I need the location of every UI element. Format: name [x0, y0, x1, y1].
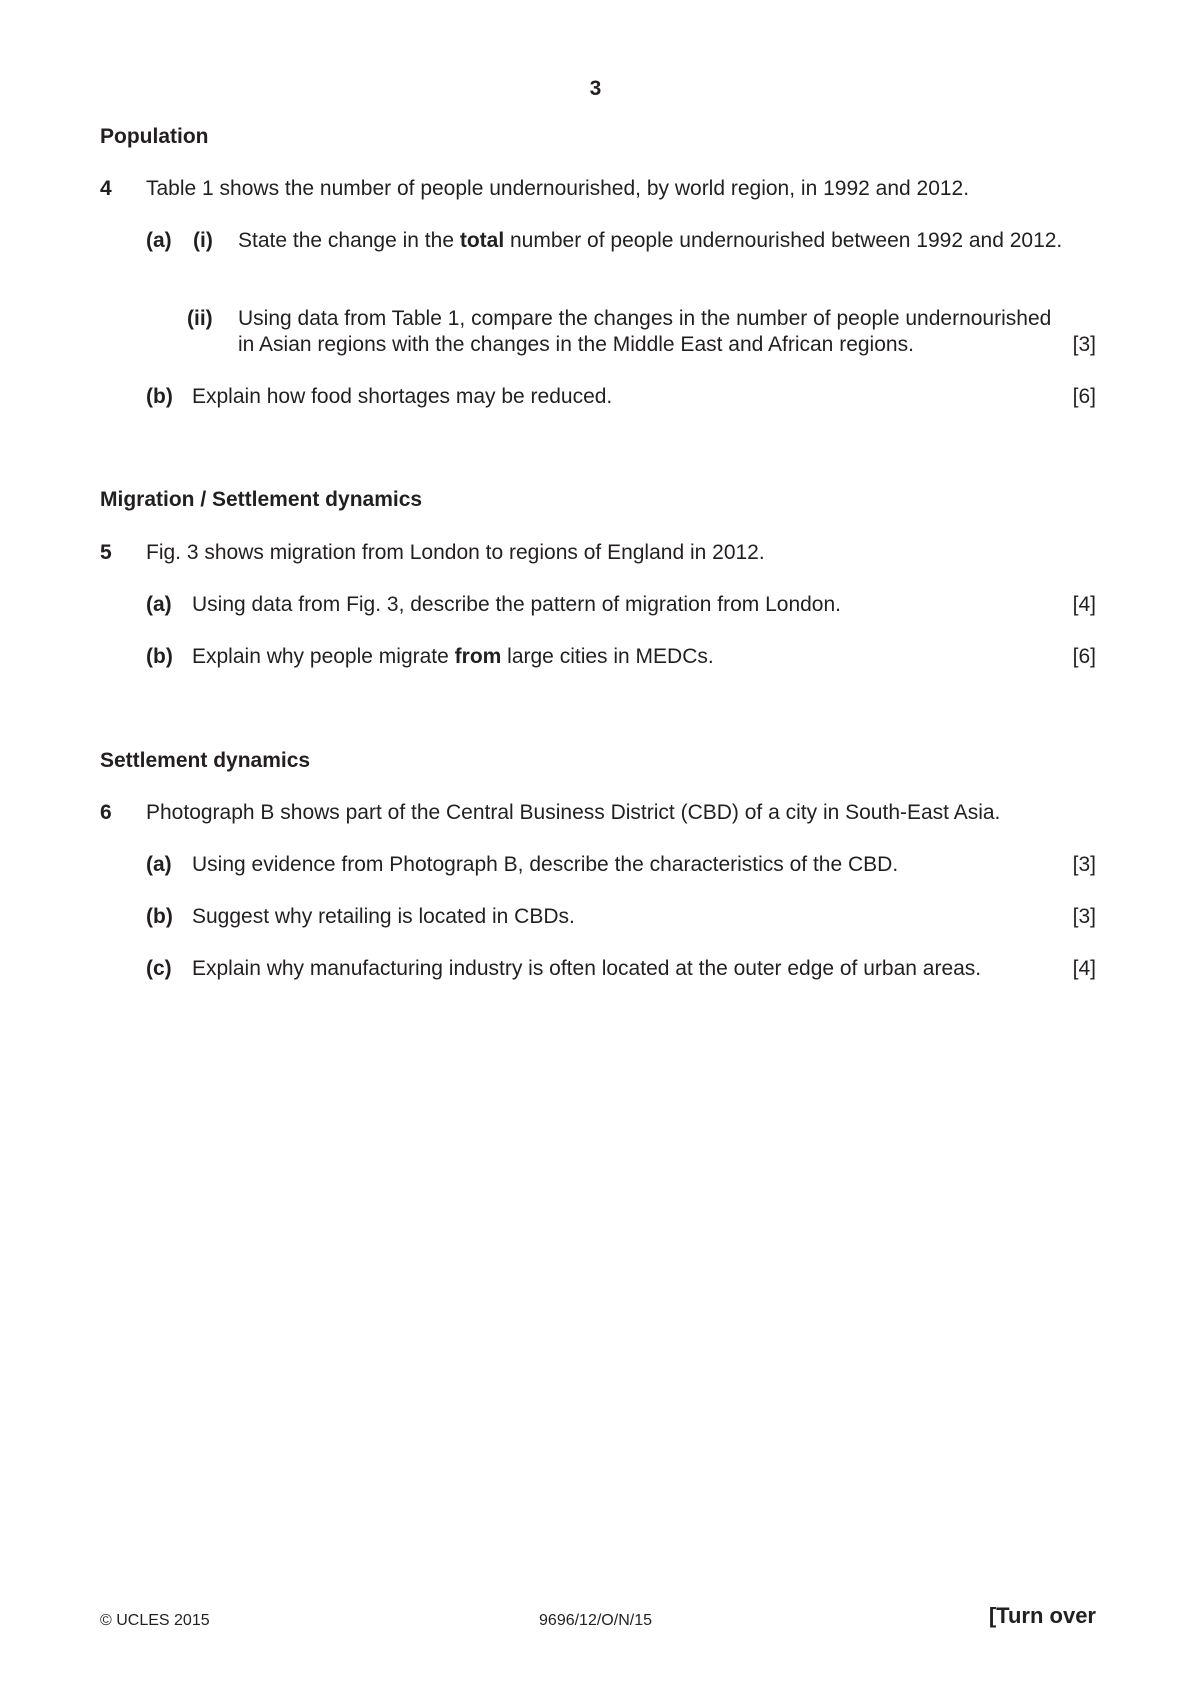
question-6b-marks: [3]	[1072, 905, 1096, 928]
question-5a-label: (a)	[146, 593, 172, 616]
question-6c-label: (c)	[146, 957, 172, 980]
footer-turn-over: [Turn over	[988, 1603, 1096, 1628]
question-number-4: 4	[100, 177, 112, 200]
section-title-population: Population	[100, 125, 209, 148]
question-4b-text: Explain how food shortages may be reduced.	[192, 385, 613, 408]
footer-paper-code: 9696/12/O/N/15	[539, 1612, 652, 1629]
question-6c-text: Explain why manufacturing industry is often located at the outer edge of urban areas.	[192, 957, 982, 980]
question-4a-ii-label: (ii)	[187, 307, 213, 330]
question-4a-ii-line2: in Asian regions with the changes in the Middle East and African regions.	[238, 333, 914, 356]
question-4a-ii-marks: [3]	[1072, 333, 1096, 356]
question-4a-label: (a)	[146, 229, 172, 252]
question-6b-label: (b)	[146, 905, 173, 928]
question-5b-label: (b)	[146, 645, 173, 668]
question-6-stem: Photograph B shows part of the Central Business District (CBD) of a city in South-East Asia.	[146, 801, 1001, 824]
question-5b-text: Explain why people migrate from large cities in MEDCs.	[192, 645, 714, 668]
question-5a-marks: [4]	[1072, 593, 1096, 616]
question-4b-label: (b)	[146, 385, 173, 408]
footer-copyright: © UCLES 2015	[100, 1612, 210, 1629]
question-4a-i-text: State the change in the total number of people undernourished between 1992 and 2012.	[238, 229, 1063, 252]
question-number-5: 5	[100, 541, 112, 564]
question-5b-marks: [6]	[1072, 645, 1096, 668]
question-6a-label: (a)	[146, 853, 172, 876]
emphasis-total: total	[459, 229, 505, 252]
question-6c-marks: [4]	[1072, 957, 1096, 980]
page-number: 3	[589, 77, 602, 100]
section-title-settlement: Settlement dynamics	[100, 749, 311, 772]
question-6a-marks: [3]	[1072, 853, 1096, 876]
question-number-6: 6	[100, 801, 112, 824]
question-6a-text: Using evidence from Photograph B, describe the characteristics of the CBD.	[192, 853, 899, 876]
question-4b-marks: [6]	[1072, 385, 1096, 408]
question-5-stem: Fig. 3 shows migration from London to regions of England in 2012.	[146, 541, 765, 564]
question-5a-text: Using data from Fig. 3, describe the pattern of migration from London.	[192, 593, 842, 616]
section-title-migration: Migration / Settlement dynamics	[100, 488, 423, 511]
question-4-stem: Table 1 shows the number of people undernourished, by world region, in 1992 and 2012.	[146, 177, 970, 200]
question-6b-text: Suggest why retailing is located in CBDs.	[192, 905, 575, 928]
question-4a-ii-line1: Using data from Table 1, compare the changes in the number of people undernourished	[238, 307, 1052, 330]
question-4a-i-label: (i)	[193, 229, 213, 252]
emphasis-from: from	[454, 645, 502, 668]
